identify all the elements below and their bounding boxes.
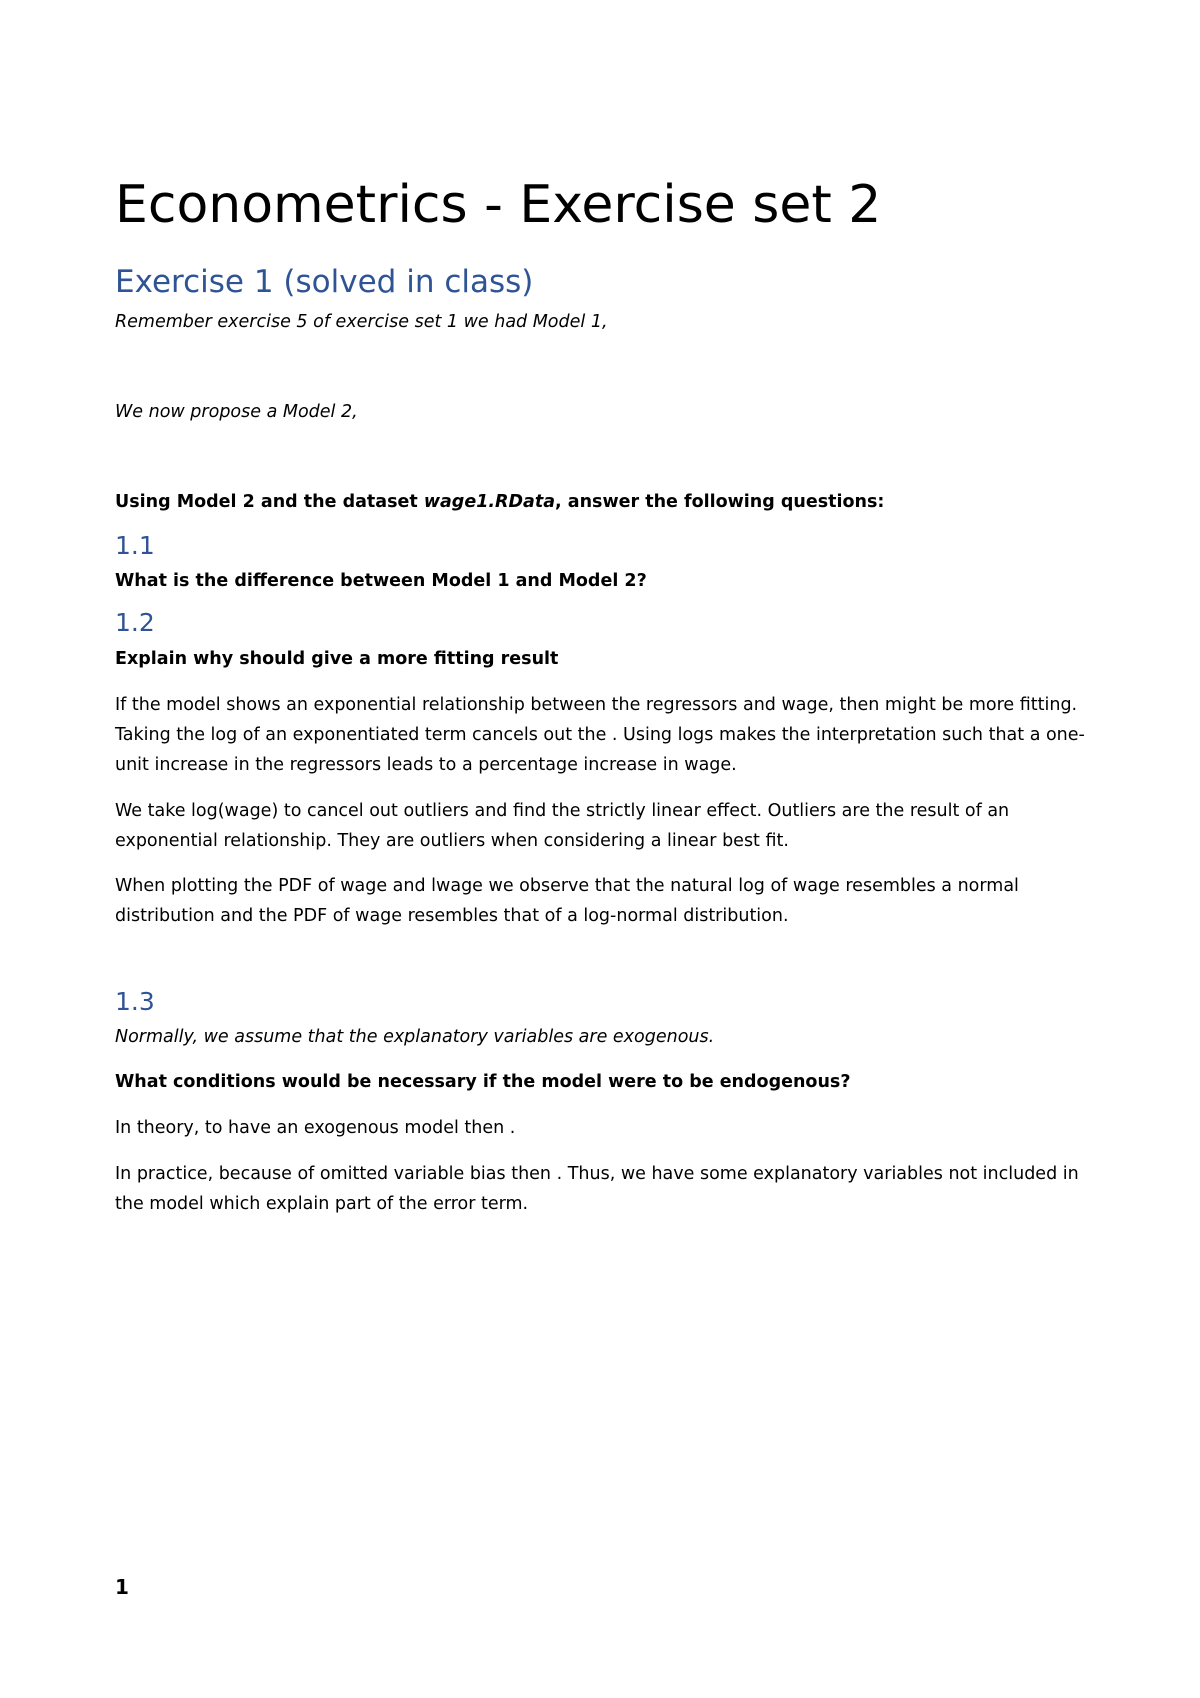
section-1-3-number: 1.3 xyxy=(115,987,155,1016)
section-1-1-number: 1.1 xyxy=(115,531,155,560)
section-1-3-assumption: Normally, we assume that the explanatory variables are exogenous. xyxy=(115,1027,715,1047)
section-1-3-answer-2: In practice, because of omitted variable bias then . Thus, we have some explanatory variables not included in the model which explain part of the error term. xyxy=(115,1164,1079,1214)
exercise-heading: Exercise 1 (solved in class) xyxy=(115,264,534,300)
intro-line: Remember exercise 5 of exercise set 1 we had Model 1, xyxy=(115,312,608,332)
page-number: 1 xyxy=(115,1575,129,1599)
section-1-2-answer-3: When plotting the PDF of wage and lwage we observe that the natural log of wage resembles a normal distribution and the PDF of wage resembles that of a log-normal distribution. xyxy=(115,876,1019,926)
instruction-line xyxy=(115,487,1095,517)
section-1-3-answer-1: In theory, to have an exogenous model then . xyxy=(115,1118,516,1138)
section-1-3-question: What conditions would be necessary if the model were to be endogenous? xyxy=(115,1072,851,1092)
instruction-after: , answer the following questions: xyxy=(555,492,885,512)
section-1-2-question: Explain why should give a more fitting result xyxy=(115,649,559,669)
section-1-2-answer-1: If the model shows an exponential relationship between the regressors and wage, then might be more fitting. Taking the log of an exponentiated term cancels out the . Using logs makes the interpretation such that a one-unit increase in the regressors leads to a percentage increase in wage. xyxy=(115,695,1085,775)
section-1-2-number: 1.2 xyxy=(115,608,155,637)
instruction-before: Using Model 2 and the dataset xyxy=(115,492,424,512)
model2-line: We now propose a Model 2, xyxy=(115,402,358,422)
section-1-2-answer-2: We take log(wage) to cancel out outliers and find the strictly linear effect. Outliers are the result of an exponential relationship. They are outliers when considering a linear best fit. xyxy=(115,801,1010,851)
dataset-name: wage1.RData xyxy=(423,492,556,512)
section-1-1-question: What is the difference between Model 1 and Model 2? xyxy=(115,571,647,591)
document-title: Econometrics - Exercise set 2 xyxy=(115,175,882,235)
